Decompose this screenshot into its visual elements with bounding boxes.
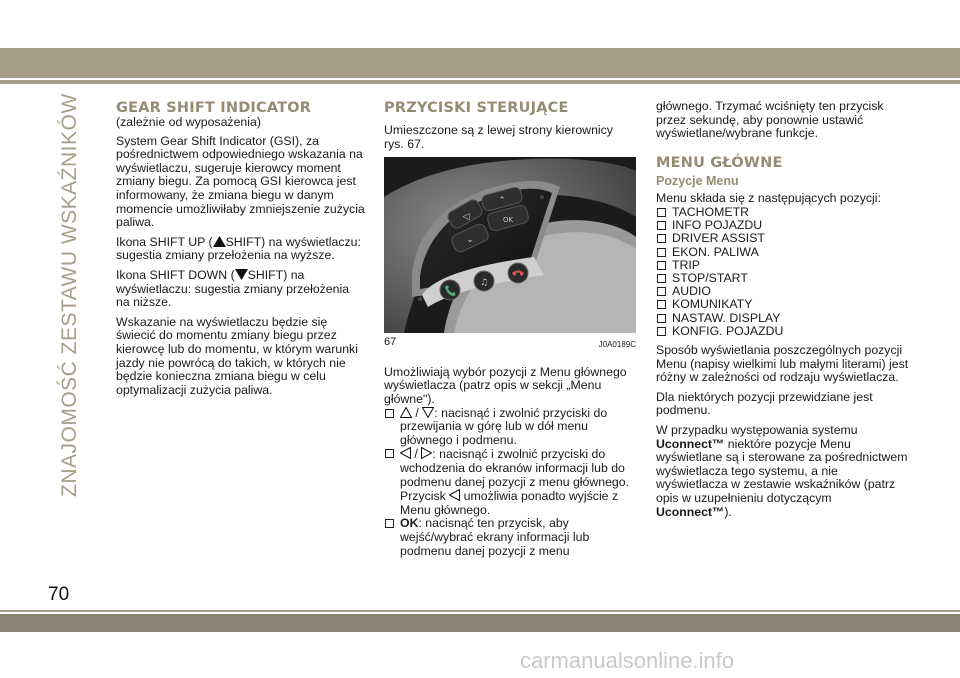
bullet-box-icon: [657, 300, 666, 309]
bullet-box-icon: [385, 449, 394, 458]
buttons-intro: Umieszczone są z lewej strony kierownicy rys. 67.: [384, 123, 613, 151]
menu-p3-before: W przypadku występowania systemu: [656, 422, 858, 437]
menu-item-label: TACHOMETR: [672, 204, 749, 219]
column-main-menu: [656, 100, 910, 525]
menu-item-label: DRIVER ASSIST: [672, 231, 765, 246]
menu-item-label: TRIP: [672, 257, 701, 272]
list-item-up-down-text: : nacisnąć i zwolnić przyciski do przewijania w górę lub w dół menu głównego i podmenu.: [400, 405, 608, 447]
steering-wheel-illustration: [384, 157, 636, 333]
menu-item-label: AUDIO: [672, 284, 711, 299]
menu-item-label: KOMUNIKATY: [672, 297, 753, 312]
gsi-subtitle: (zależnie od wyposażenia): [116, 115, 261, 129]
menu-intro: Menu składa się z następujących pozycji:: [656, 191, 881, 206]
bullet-box-icon: [385, 409, 394, 418]
list-item-left-right: [384, 447, 636, 517]
arrow-up-outline-icon: [400, 407, 412, 418]
list-item-left-right-tail: umożliwia ponadto wyjście z Menu głównego.: [400, 489, 619, 517]
menu-item-label: INFO POJAZDU: [672, 218, 763, 233]
bullet-box-icon: [657, 287, 666, 296]
gsi-heading: GEAR SHIFT INDICATOR: [116, 100, 312, 116]
section-side-title: ZNAJOMOŚĆ ZESTAWU WSKAŹNIKÓW: [58, 93, 81, 497]
arrow-left-outline-icon: [449, 489, 460, 501]
ok-label: OK: [400, 516, 419, 531]
menu-paragraph-1: Sposób wyświetlania poszczególnych pozycji Menu (napisy wielkimi lub małymi literami) jest różny w zależności od rodzaju wyświetlacza.: [656, 343, 909, 385]
menu-continuation: głównego. Trzymać wciśnięty ten przycisk przez sekundę, aby ponownie ustawić wyświetlane/wybrane funkcje.: [656, 99, 884, 141]
steering-ok-label: OK: [502, 216, 514, 225]
bullet-box-icon: [657, 261, 666, 270]
gsi-shift-up: [116, 236, 366, 263]
separator: /: [414, 447, 418, 462]
shift-up-icon: [213, 236, 226, 247]
bullet-box-icon: [657, 234, 666, 243]
footer-band: [0, 614, 960, 632]
shift-down-text-before: Ikona SHIFT DOWN (: [116, 267, 235, 282]
svg-text:◁: ◁: [462, 212, 470, 223]
footer-rule: [0, 610, 960, 612]
menu-item-label: EKON. PALIWA: [672, 244, 759, 259]
uconnect-brand: Uconnect™: [656, 436, 725, 451]
figure-caption: [384, 336, 636, 352]
header-rule: [0, 80, 960, 84]
svg-text:♫: ♫: [479, 278, 489, 289]
gsi-shift-down: [116, 269, 366, 310]
page-number: 70: [48, 584, 70, 605]
menu-p3-middle: niektóre pozycje Menu wyświetlane są i sterowane za pośrednictwem wyświetlacza tego systemu, a nie wyświetlacza w zestawie wskaźników (patrz opis w uzupełnieniu dotyczącym: [656, 436, 908, 505]
menu-paragraph-3: [656, 424, 910, 519]
menu-heading: MENU GŁÓWNE: [656, 154, 783, 171]
bullet-box-icon: [657, 248, 666, 257]
column-gear-shift-indicator: [116, 100, 366, 403]
arrow-left-outline-icon: [400, 447, 411, 459]
svg-text:⌃: ⌃: [498, 196, 506, 207]
steering-wheel-figure: [384, 157, 636, 333]
menu-subheading: Pozycje Menu: [656, 173, 739, 188]
svg-text:⌄: ⌄: [466, 235, 474, 246]
arrow-down-outline-icon: [422, 407, 434, 418]
bullet-box-icon: [657, 274, 666, 283]
menu-item-label: NASTAW. DISPLAY: [672, 310, 781, 325]
gsi-paragraph-1: System Gear Shift Indicator (GSI), za pośrednictwem odpowiedniego wskazania na wyświetlaczu, sugeruje kierowcy moment zmiany biegu. Za pomocą GSI kierowca jest informowany, że zmiana biegu w danym momencie umożliwiłaby zmniejszenie zużycia paliwa.: [116, 133, 365, 230]
uconnect-brand: Uconnect™: [656, 504, 725, 519]
figure-code: J0A0189C: [598, 340, 636, 350]
bullet-box-icon: [385, 519, 394, 528]
bullet-box-icon: [657, 221, 666, 230]
shift-up-text-before: Ikona SHIFT UP (: [116, 234, 213, 249]
bullet-box-icon: [657, 314, 666, 323]
figure-number: 67: [384, 336, 397, 349]
menu-items-list: [656, 206, 910, 338]
column-control-buttons: [384, 100, 636, 558]
bullet-box-icon: [657, 208, 666, 217]
separator: /: [415, 405, 419, 420]
list-item-ok: [384, 517, 636, 558]
bullet-box-icon: [657, 327, 666, 336]
shift-up-text-after: SHIFT) na wyświetlaczu: sugestia zmiany przełożenia na wyższe.: [116, 234, 361, 263]
menu-paragraph-2: Dla niektórych pozycji przewidziane jest podmenu.: [656, 389, 873, 418]
menu-p3-end: ).: [724, 504, 732, 519]
gsi-paragraph-4: Wskazanie na wyświetlaczu będzie się świecić do momentu zmiany biegu przez kierowcę lub do momentu, w którym warunki jazdy nie powrócą do takich, w których nie będzie konieczna zmiana biegu w celu optymalizacji zużycia paliwa.: [116, 314, 358, 397]
shift-down-text-after: SHIFT) na wyświetlaczu: sugestia zmiany przełożenia na niższe.: [116, 267, 350, 310]
buttons-heading: PRZYCISKI STERUJĄCE: [384, 100, 569, 116]
list-item-up-down: [384, 407, 636, 448]
list-item-ok-text: : nacisnąć ten przycisk, aby wejść/wybrać ekrany informacji lub podmenu danej pozycji z menu: [400, 516, 590, 558]
buttons-paragraph-1: Umożliwiają wybór pozycji z Menu głównego wyświetlacza (patrz opis w sekcji „Menu główne").: [384, 364, 627, 406]
header-band: [0, 48, 960, 78]
arrow-right-outline-icon: [421, 447, 432, 459]
menu-item-label: STOP/START: [672, 270, 748, 285]
shift-down-icon: [235, 269, 248, 280]
watermark: carmanualsonline.info: [520, 648, 735, 673]
menu-item-label: KONFIG. POJAZDU: [672, 323, 784, 338]
list-item: [656, 325, 910, 338]
list-item-left-right-text: : nacisnąć i zwolnić przyciski do wchodzenia do ekranów informacji lub do podmenu danej pozycji z menu głównego. Przycisk: [400, 447, 630, 504]
